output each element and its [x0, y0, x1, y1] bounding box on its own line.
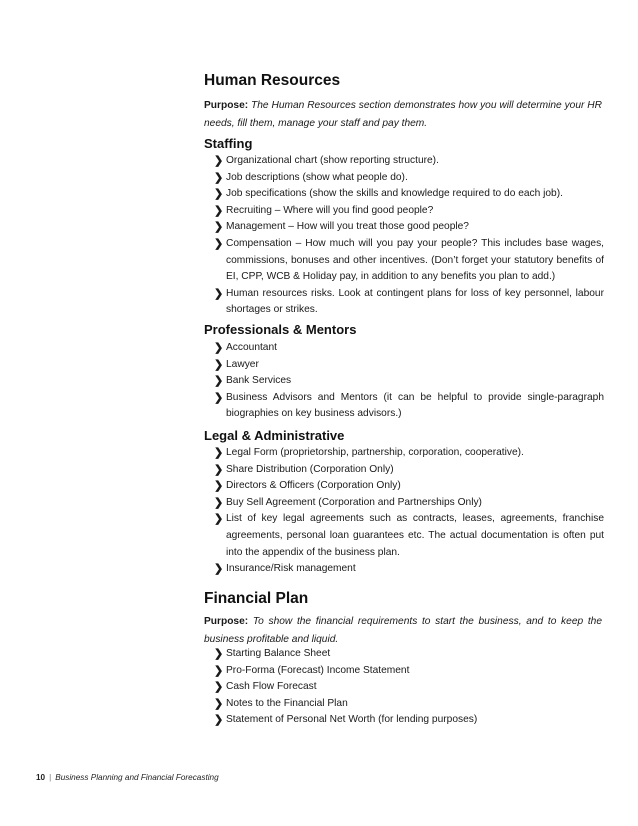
- list-item: ❯ Job specifications (show the skills and knowledge required to do each job).: [214, 186, 604, 203]
- subsection-title-professionals-mentors: Professionals & Mentors: [204, 322, 357, 337]
- financial-purpose: [204, 613, 602, 649]
- page-footer: [36, 773, 219, 782]
- footer-separator: |: [49, 773, 52, 782]
- list-item: ❯ Share Distribution (Corporation Only): [214, 462, 604, 479]
- list-item: ❯ Starting Balance Sheet: [214, 646, 604, 663]
- list-item: ❯ Directors & Officers (Corporation Only): [214, 478, 604, 495]
- list-item: ❯ Legal Form (proprietorship, partnership, corporation, cooperative).: [214, 445, 604, 462]
- list-item: ❯ Cash Flow Forecast: [214, 679, 604, 696]
- chevron-right-icon: ❯: [214, 648, 224, 660]
- chevron-right-icon: ❯: [214, 681, 224, 694]
- chevron-right-icon: ❯: [214, 463, 224, 476]
- chevron-right-icon: ❯: [214, 287, 224, 300]
- list-item: ❯ Statement of Personal Net Worth (for lending purposes): [214, 712, 604, 729]
- chevron-right-icon: ❯: [214, 155, 224, 167]
- chevron-right-icon: ❯: [214, 697, 224, 710]
- page-number: 10: [36, 773, 46, 782]
- list-item: ❯ Lawyer: [214, 357, 604, 374]
- chevron-right-icon: ❯: [214, 664, 224, 677]
- chevron-right-icon: ❯: [214, 221, 224, 234]
- list-item: ❯ Business Advisors and Mentors (it can be helpful to provide single-paragraph biographies on key business advisors.): [214, 391, 604, 420]
- list-item: ❯ Notes to the Financial Plan: [214, 696, 604, 713]
- chevron-right-icon: ❯: [214, 188, 224, 201]
- financial-purpose-text: To show the financial requirements to start the business, and to keep the business profitable and liquid.: [204, 616, 602, 645]
- hr-purpose-text: The Human Resources section demonstrates how you will determine your HR needs, fill them, manage your staff and pay them.: [204, 100, 602, 129]
- chevron-right-icon: ❯: [214, 480, 224, 493]
- chevron-right-icon: ❯: [214, 496, 224, 509]
- professionals-list: [214, 340, 604, 423]
- chevron-right-icon: ❯: [214, 375, 224, 388]
- section-title-human-resources: Human Resources: [204, 72, 341, 89]
- chevron-right-icon: ❯: [214, 171, 224, 184]
- chevron-right-icon: ❯: [214, 358, 224, 371]
- list-item: ❯ Accountant: [214, 340, 604, 357]
- financial-purpose-label: Purpose:: [204, 616, 249, 627]
- list-item: ❯ Insurance/Risk management: [214, 561, 604, 578]
- list-item: ❯ Compensation – How much will you pay your people? This includes base wages, commissions, bonuses and other incentives. (Don’t forget your statutory benefits of EI, CPP, WCB & Holiday pay, in addition to any benefits you plan to add.): [214, 237, 604, 283]
- list-item: ❯ List of key legal agreements such as contracts, leases, agreements, franchise agreements, personal loan guarantees etc. The actual documentation is often put into the appendix of the business plan.: [214, 513, 604, 558]
- list-item: ❯ Buy Sell Agreement (Corporation and Partnerships Only): [214, 495, 604, 512]
- hr-purpose: [204, 97, 602, 133]
- list-item: ❯ Job descriptions (show what people do).: [214, 170, 604, 187]
- list-item: ❯ Human resources risks. Look at contingent plans for loss of key personnel, labour shortages or strikes.: [214, 287, 604, 316]
- hr-purpose-label: Purpose:: [204, 100, 249, 111]
- list-item: ❯ Bank Services: [214, 373, 604, 390]
- chevron-right-icon: ❯: [214, 513, 224, 526]
- footer-book-title: Business Planning and Financial Forecasting: [55, 773, 219, 782]
- list-item: ❯ Management – How will you treat those good people?: [214, 219, 604, 236]
- list-item: ❯ Pro-Forma (Forecast) Income Statement: [214, 663, 604, 680]
- list-item: ❯ Organizational chart (show reporting structure).: [214, 153, 604, 170]
- staffing-list: [214, 153, 604, 319]
- chevron-right-icon: ❯: [214, 204, 224, 217]
- chevron-right-icon: ❯: [214, 342, 224, 354]
- legal-list: [214, 445, 604, 578]
- subsection-title-legal-administrative: Legal & Administrative: [204, 428, 345, 443]
- chevron-right-icon: ❯: [214, 714, 224, 727]
- chevron-right-icon: ❯: [214, 447, 224, 459]
- section-title-financial-plan: Financial Plan: [204, 590, 309, 607]
- financial-list: [214, 646, 604, 729]
- chevron-right-icon: ❯: [214, 563, 224, 576]
- chevron-right-icon: ❯: [214, 237, 224, 250]
- subsection-title-staffing: Staffing: [204, 136, 253, 151]
- list-item: ❯ Recruiting – Where will you find good people?: [214, 203, 604, 220]
- chevron-right-icon: ❯: [214, 391, 224, 404]
